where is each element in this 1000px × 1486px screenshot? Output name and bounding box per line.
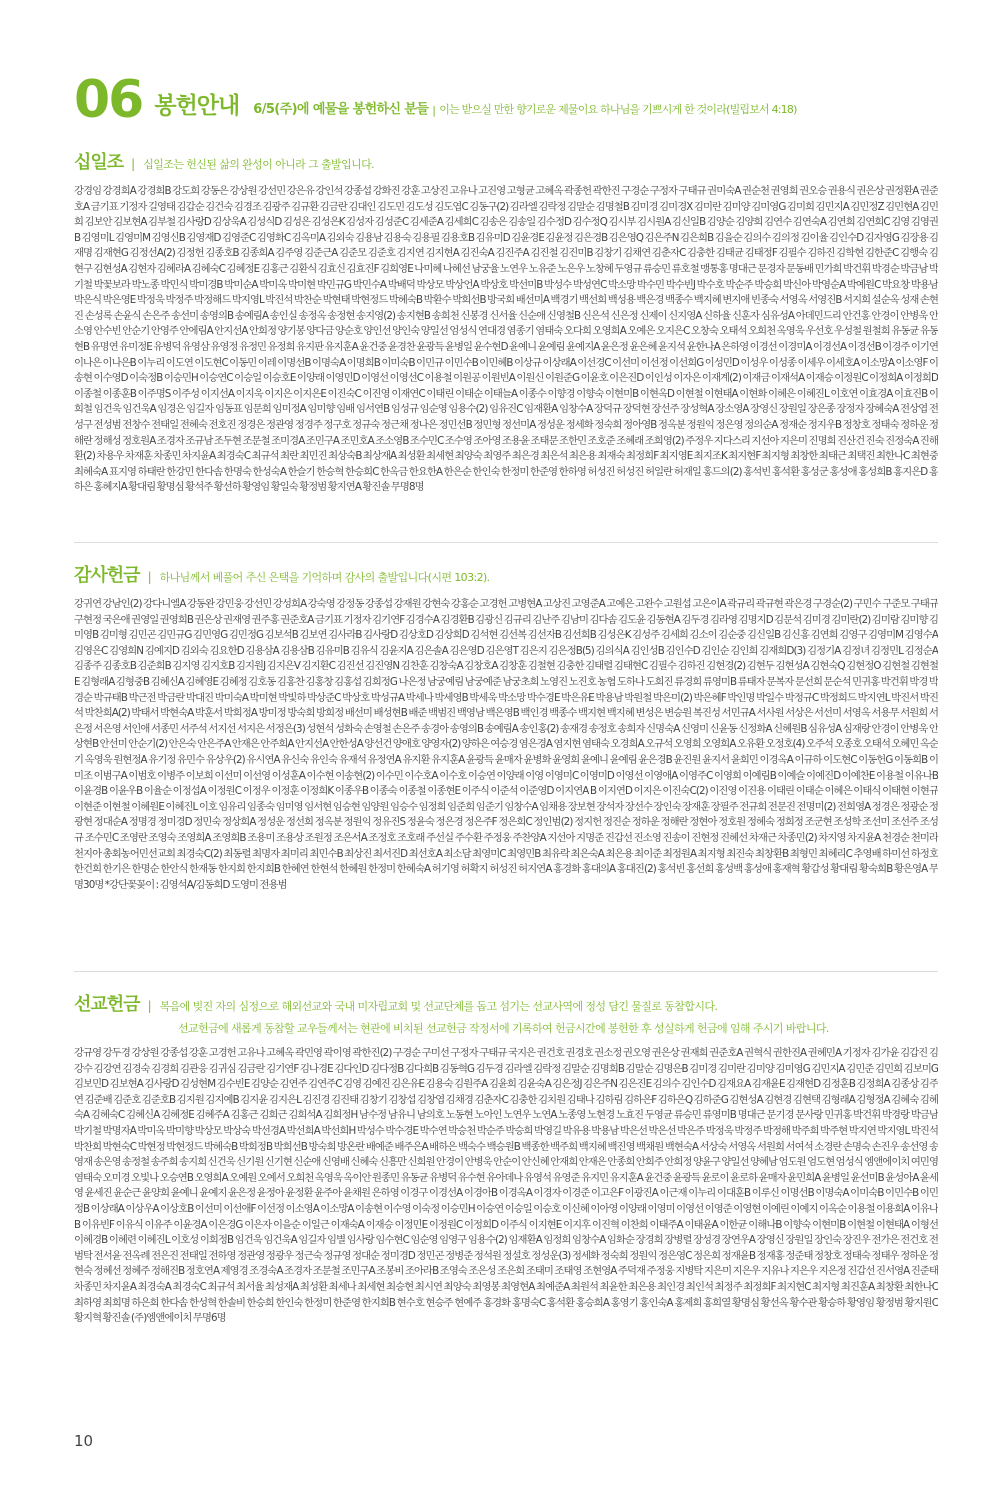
- offering-page: [74, 60, 938, 1376]
- page-number: 10: [74, 1432, 94, 1450]
- page-title: 봉헌안내: [154, 93, 240, 119]
- tithe-title: 십일조: [74, 152, 124, 173]
- mission-separator: |: [147, 999, 152, 1013]
- tithe-separator: |: [131, 157, 136, 171]
- section-number: 06: [74, 70, 143, 130]
- section-divider: [74, 542, 938, 543]
- header-verse: 이는 받으실 만한 향기로운 제물이요 하나님을 기쁘시게 한 것이라(빌립보서 4:18): [439, 103, 797, 116]
- page-subtitle: 6/5(주)에 예물을 봉헌하신 분들: [253, 102, 429, 117]
- header-separator: |: [432, 104, 436, 117]
- thanks-separator: |: [147, 570, 152, 584]
- thanks-description: 하나님께서 베풀어 주신 은택을 기억하며 감사의 출발입니다(시편 103:2).: [159, 571, 490, 584]
- mission-description: 복음에 빚진 자의 심정으로 해외선교와 국내 미자립교회 및 선교단체를 돕고 섬기는 선교사역에 정성 담긴 물질로 동참합시다.: [159, 1000, 718, 1013]
- tithe-section-header: [74, 148, 938, 174]
- mission-title: 선교헌금: [74, 994, 140, 1015]
- thanks-section-header: [74, 561, 938, 587]
- section-divider: [74, 971, 938, 972]
- tithe-description: 십일조는 헌신된 삶의 완성이 아니라 그 출발입니다.: [143, 158, 375, 171]
- mission-description-2: 선교헌금에 새롭게 동참할 교우들께서는 현관에 비치된 선교헌금 작정서에 기록하여 헌금시간에 봉헌한 후 성실하게 헌금에 임해 주시기 바랍니다.: [178, 1022, 829, 1035]
- tithe-names: 강경임 강경희A 강경희B 강도희 강동은 강상원 강선민 강은유 강인석 강종섭 강화진 강훈 고상진 고유나 고진영 고형균 고혜옥 곽종헌 곽한진 구경순 구정자 구태규 권미숙A 권순천 권영희 권오승 권용식 권은상 권정환A 권준호A 금기표 기정자 길영태 김갑순 김건숙 김경조 김광주 김규환 김금란 김대인 김도민 김도성 김도엽C 김동구(2) 김라엘 김락정 김말순 김명철B 김미경 김미경X 김미란 김미양 김미영G 김미희 김민지A 김민정Z 김민현A 김민희 김보안 김보현A 김부철 김사랑D 김상욱A 김성식D 김성은 김성은K 김성자 김성준C 김세준A 김세희C 김송은 김송일 김수정D 김수정Q 김시부 김시원A 김신일B 김양순 김양희 김연수 김연숙A 김연희 김연희C 김영 김영권B 김영미L 김영미M 김영신B 김영재D 김영준C 김영화C 김옥미A 김외숙 김용남 김용숙 김용필 김용호B 김유미D 김윤경E 김윤정 김은경B 김은영Q 김은주N 김은희B 김을순 김의수 김의정 김이율 김인수D 김자영G 김장용 김재명 김재현G 김정선A(2) 김정헌 김종호B 김종희A 김주영 김준근A 김준모 김준호 김지연 김지현A 김진숙A 김진주A 김진철 김진미B 김창기 김채연 김춘자C 김충한 김태균 김태정F 김필수 김하진 김학현 김한준C 김행숙 김현구 김현성A 김현자 김혜라A 김혜숙C 김혜정E 김홍근 김환식 김효신 김효진F 김희영E 나미혜 나혜선 남궁율 노연우 노유준 노은우 노창혜 두영규 류승민 류호철 맹통홍 명대근 문경자 문동배 민가희 박건휘 박경순 박금남 박기철 박꽃보라 박노종 박민식 박미경B 박미순A 박미옥 박미현 박민규G 박민수A 박배덕 박상모 박상언A 박상호 박선미B 박성수 박성연C 박소망 박수민 박수빈J 박수호 박순주 박승희 박신아 박영순A 박예원C 박요창 박용남 박은식 박은영E 박정욱 박정주 박정해드 박지영L 박진석 박찬순 박현태 박현정드 박혜숙B 박환수 박희선B 방국희 배선미A 백경기 백선희 백성용 백은경 백종수 백지혜 변지애 빈종숙 서영옥 서영진B 서지희 설순옥 성재 손현진 손성록 손윤식 손은주 송선미 송영의B 송예림A 송인실 송정옥 송정현 송지영(2) 송지현B 송희천 신봉경 신서율 신순애 신영철B 신은석 신은정 신제이 신지영A 신하율 신훈자 심유성A 아데민드리 안건홍 안경이 안병욱 안소영 안수빈 안순기 안영주 안에림A 안지선A 안희정 양기봉 양다금 양순호 양인선 양인숙 양일선 엄성식 연대경 염종기 염태숙 오다희 오영희A 오예은 오지은C 오창숙 오태석 오희천 옥영욱 우선호 우성철 원철희 유동균 유동현B 유명연 유미정E 유병덕 유영삼 유영정 유정민 유정희 유지판 유지훈A 윤건중 윤경찬 윤광득 윤병일 윤수현D 윤예니 윤예림 윤예지A 윤은정 윤은혜 윤지석 윤한나A 은하영 이경선 이경미A 이경선A 이경선B 이경주 이기연 이나은 이나은B 이누리 이도연 이도현C 이동민 이레 이명선B 이명숙A 이명희B 이미숙B 이민규 이민수B 이민혜B 이상규 이상래A 이선경C 이선미 이선정 이선희G 이성민D 이성우 이성종 이세우 이세호A 이소망A 이소영F 이송현 이수영D 이숙정B 이승민H 이승연C 이승일 이승호E 이양래 이영민D 이영선 이영선C 이용철 이원공 이원빈A 이원신 이원준G 이윤호 이은진D 이인성 이자은 이재계(2) 이재금 이재석A 이재승 이정원C 이정희A 이정희D 이종철 이종훈B 이주명S 이주성 이지선A 이지욱 이지은 이지은E 이진숙C 이진영 이재연C 이태린 이태순 이태늘A 이종수 이향경 이향숙 이현미B 이현옥D 이현철 이현태A 이현화 이혜은 이혜진L 이호연 이효경A 이효진B 이희철 임건욱 임건욱A 임경은 임길자 임동표 임문희 임미정A 임미향 임배 임서연B 임성규 임순영 임용수(2) 임유진C 임재환A 임창수A 장덕규 장덕현 장선주 장성혁A 장소영A 장영신 장원일 장은종 장정자 장혜숙A 전상엽 전성구 전성범 전창수 전태일 전혜숙 전호진 정경은 정관영 정경주 정구호 정규숙 정근채 정나은 정민선B 정민형 정선미A 정성운 정세화 정숙희 정아영B 정옥분 정원익 정은영 정의순A 정재순 정지우B 정창호 정태숙 정하운 정해란 정해성 정호원A 조경자 조규남 조두현 조문철 조미경A 조민구A 조민호A 조소영B 조수민C 조수영 조아영 조용윤 조태문 조한민 조호준 조혜래 조희영(2) 주정우 지다스리 지선아 지은미 진명희 진산건 진숙 진정숙A 진해환(2) 차용우 차재훈 차종민 차지윤A 최경숙C 최규석 최란 최민진 최상숙B 최상재A 최성환 최세현 최양숙 최영주 최은경 최은석 최은용 최재숙 최정희F 최지영E 최지조K 최지현F 최지형 최창한 최태근 최택진 최한나C 최현중 최혜숙A 표지영 하태란 한강민 한다솜 한명숙 한성숙A 한슬기 한승혁 한승희C 한옥금 한요한A 한은순 한인숙 한정미 한준영 한하영 허성진 허성진 허일란 허재일 홍드의(2) 홍석빈 홍석환 홍성군 홍성애 홍성희B 홍지은D 홍하은 홍혜지A 황대림 황명심 황석주 황선하 황영임 황일숙 황정범 황지연A 황진솔 무명8명: [74, 185, 938, 494]
- mission-section-header: [74, 990, 938, 1016]
- thanks-names: 강귀연 강남인(2) 강다니엘A 강동완 강민웅 강선민 강성희A 강숙영 강정동 강종섭 강재원 강현숙 강홍순 고경헌 고병현A 고상진 고영준A 고예은 고완수 고원섭 고은이A 곽규리 곽규현 곽은경 구경순(2) 구민수 구준모 구태규 구현정 국은애 권영일 권영희B 권은상 권재영 권주홍 권준호A 금기표 기정자 김기연F 김경수A 김경환B 김광신 김규리 김난주 김남미 김다솜 김도윤 김동현A 김두경 김라영 김명지D 김문석 김미경 김미란(2) 김미람 김미향 김미영B 김미형 김민곤 김민규G 김민영G 김민정G 김보석B 김보연 김사라B 김사랑D 김상호D 김상희D 김석현 김선복 김선자B 김선희B 김성은K 김성주 김세희 김소이 김순중 김신일B 김신홍 김연희 김영구 김영미M 김영수A 김영은C 김영희N 김예지D 김외숙 김요한D 김용삼A 김용삼B 김유미B 김유식 김윤지A 김은솔A 김은영D 김은영T 김은지 김은정B(5) 김의식A 김인성B 김인수D 김인순 김인희 김재희D(3) 김정기A 김정녀 김정민L 김정순A 김종주 김종호B 김준희B 김지영 김지호B 김지원J 김지은V 김지환C 김진선 김진영N 김찬훈 김창숙A 김창호A 김창훈 김철현 김충한 김태렬 김태현C 김필수 김하진 김현경(2) 김현두 김현성A 김현숙Q 김현정O 김현철 김현철E 김형래A 김형중B 김혜신A 김혜영E 김혜정 김호동 김홍찬 김홍창 김홍섭 김희정G 나은정 남궁예림 남궁예준 남궁초희 노영진 노진호 농협 도하나 도희진 류경희 류영미B 류태자 문복자 문선희 문순석 민귀홍 박건휘 박경 박경순 박규태B 박근전 박금란 박대진 박미숙A 박미현 박빛하 박상준C 박상호 박성규A 박세나 박세영B 박세욱 박소망 박수경E 박은유E 박용남 박원철 박은미(2) 박은혜F 박인명 박일수 박정규C 박정희드 박지연L 박진서 박진석 박찬희A(2) 박태서 박현숙A 박훈서 박희정A 방미정 방숙희 방희정 배선미 배성현B 배준 백범진 백영남 백은영B 백인경 백종수 백지현 백지혜 변성은 변승원 복진성 서민규A 서사원 서상은 서선미 서영옥 서용무 서원희 서은정 서은영 서인애 서종민 서주석 서지선 서지은 서정은(3) 성현석 성화숙 손영철 손은주 송경아 송영의B 송예림A 송인홍(2) 송재경 송정호 송희자 신명숙A 신영미 신윤동 신정화A 신혜원B 심유성A 심재랑 안경이 안병욱 안상현B 안선미 안순기(2) 안은숙 안은주A 안재은 안주희A 안지선A 안한성A 양선건 양애호 양영자(2) 양하은 여승경 염은경A 염지현 염태숙 오경희A 오규석 오영희 오영희A 오유환 오정호(4) 오주석 오종호 오태석 오혜민 옥순기 옥영욱 원현정A 유기정 유민수 유상우(2) 유시연A 유신숙 유인숙 유재석 유정연A 유지환 유지훈A 윤광득 윤매자 윤병화 윤영희 윤예니 윤예림 윤은경B 윤진원 윤지서 윤희민 이경옥A 이규하 이도현C 이동헌G 이동희B 이미조 이범구A 이범호 이병주 이보희 이선미 이선영 이성훈A 이수현 이송현(2) 이수민 이수호A 이수호 이승연 이양래 이영 이영미C 이영미D 이영선 이영애A 이영주C 이영희 이예림B 이예슬 이예진D 이예찬E 이용철 이유나B 이윤경B 이윤우B 이율순 이정섭A 이정원C 이정우 이정훈 이정희K 이종우B 이종숙 이종철 이종현E 이주식 이준석 이준영D 이지연A B 이지연D 이지은 이진숙C(2) 이진영 이진용 이태린 이태순 이혜은 이태식 이태현 이현규 이현준 이현철 이혜원E 이혜진L 이호 임유리 임종숙 임미영 임서현 임승현 임양원 임승수 임정희 임준희 임준기 임창수A 임채용 장보현 장석자 장선수 장인숙 장재훈 장필주 전규희 전문진 전명미(2) 전희영A 정경은 정광순 정광현 정대순A 정명경 정미경D 정민숙 정상희A 정성운 정선희 정옥분 정원익 정유진S 정윤숙 정은경 정은주F 정은희C 정인범(2) 정지헌 정진순 정하운 정해란 정현아 정호원 정혜숙 정희정 조군현 조성학 조선미 조선주 조성규 조수민C 조영란 조영숙 조영희A 조영희B 조용미 조용상 조원정 조은서A 조정호 조호래 주선실 주수환 주정웅 주찬양A 지선아 지명준 진갑선 진소영 진송이 진현정 진혜선 차재근 차종민(2) 차지영 차지윤A 천경순 천미라 천지아 총회농어민선교회 최경숙C(2) 최동렬 최명자 최미리 최민수B 최상진 최서진D 최선호A 최소담 최영미C 최영민B 최유락 최은숙A 최은용 최이준 최정원A 최지형 최진숙 최창환B 최형민 최혜리C 추영배 하미선 하정호 한건희 한기은 한명순 한안식 한재동 한지희 한지희B 한혜연 한현석 한혜원 한정미 한혜숙A 허기영 허확지 허성진 허지연A 홍경화 홍대의A 홍대진(2) 홍석빈 홍선희 홍성백 홍성애 홍재혁 황갑성 황대림 황숙희B 황은영A 무명30명 *강단꽃꽂이 : 김영석A/김동희D 도영미 전용범: [74, 598, 938, 891]
- page-header: [74, 60, 938, 130]
- mission-names: 강규영 강두경 강상원 강종섭 강훈 고경헌 고유나 고혜옥 곽민영 곽이영 곽한진(2) 구경순 구미선 구정자 구태규 국지은 권건호 권경호 권소정 권오영 권은상 권재희 권준호A 권혁식 권한진A 권혜민A 기정자 김가윤 김갑진 김강수 김강연 김경숙 김경희 김관응 김귀심 김금란 김기연F 김나경E 김다인D 김다정B 김다희B 김동혁G 김두경 김라엘 김락정 김말순 김명희B 김말순 김명은B 김미경 김미란 김미양 김미영G 김민지A 김민준 김민희 김보미G 김보민D 김보현A 김사랑D 김성현M 김수빈E 김양순 김연주 김연주C 김영 김예진 김은유E 김용숙 김원주A 김윤희 김윤숙A 김은정J 김은주N 김은진E 김의수 김인수D 김재요A 김재윤E 김재현D 김정훈B 김정희A 김종상 김주연 김준배 김준호 김준호B 김지원 김지예B 김지윤 김지은L 김진경 김진태 김창기 김창섭 김창엽 김채경 김춘자C 김충한 김치원 김태나 김하림 김하은F 김하은Q 김하준G 김현성A 김현경 김현택 김형래A 김형정A 김혜숙 김혜숙A 김혜숙C 김혜신A 김혜정E 김혜주A 김홍근 김희근 김희석A 김희정H 남수정 남유니 남의호 노동현 노아인 노연우 노연A 노종영 노현경 노효진 두영균 류승민 류영미B 명대근 문기경 문사랑 민귀홍 박건휘 박경랑 박금남 박기철 박명자A 박미옥 박미향 박상모 박상숙 박선경A 박선희A 박선희H 박성수 박수경E 박수연 박승천 박순주 박승희 박영길 박유용 박용남 박은선 박은선 박은주 박정욱 박정주 박정해 박주희 박주현 박지연 박지영L 박진석 박찬희 박현숙C 박현정 박현정드 박혜숙B 박희정B 박희선B 방숙희 방온란 배예준 배주은A 배하은 백숙수 백승원B 백종한 백주희 백지혜 백진영 백채원 백현숙A 서상숙 서영옥 서원희 서여석 소경란 손명숙 손진우 송선영 송영재 송은영 송정철 송주희 송지희 신건욱 신기원 신기현 신순애 신영배 신혜숙 신흥만 신희원 안경이 안병욱 안순이 안신혜 안재희 안재은 안종희 안희주 안희정 양윤구 양일선 양혜남 엄도원 엄도현 엄성식 엠앤에이치 여민영 염태숙 오미경 오빛나 오승연B 오영희A 오예원 오예서 오희천 옥영욱 옥이안 원종민 유동균 유병덕 유수현 유아데나 유영석 유영준 유지민 유지훈A 윤건중 윤광득 윤로이 윤로하 윤매자 윤민희A 윤병일 윤선미B 윤성아A 윤세영 윤세진 윤순근 윤양희 윤예니 윤예지 윤은정 윤정아 윤정환 윤주아 윤채원 은하영 이경구 이경선A 이경아B 이경옥A 이경자 이경준 이고은F 이광진A 이근재 이누리 이대훈B 이루신 이명선B 이명숙A 이미숙B 이민수B 이민정B 이상래A 이상우A 이상호B 이선미 이선애F 이선정 이소영A 이소망A 이송현 이수영 이숙정 이승민H 이승연 이승일 이승호 이신혜 이아영 이양래 이영미 이영선 이영준 이영현 이예린 이예지 이옥순 이용철 이용희A 이유나B 이유빈F 이유식 이유주 이윤경A 이은경G 이은자 이을순 이일근 이재숙A 이재승 이정민E 이정원C 이정희D 이주식 이지현E 이지후 이진혁 이찬희 이태주A 이태윤A 이한균 이해나B 이향숙 이현미B 이현철 이현태A 이형선 이혜경B 이혜련 이혜진L 이호성 이희정B 임건욱 임건욱A 임길자 임별 임사랑 임수현C 임순영 임영구 임용수(2) 임재환A 임정희 임창수A 임화순 장경희 장병렬 장성경 장연우A 장영신 장원일 장인숙 장진우 전가은 전건호 전범탁 전서윤 전옥례 전은진 전태일 전하영 정관영 정광우 정근숙 정규영 정대순 정미경D 정민곤 정병준 정석원 정설호 정성운(3) 정세화 정숙희 정원익 정은영C 정은희 정재윤B 정재홍 정준태 정창호 정태숙 정태우 정하운 정현숙 정혜선 정혜주 정해진B 정호연A 제영경 조경숙A 조경자 조문철 조민구A 조봉비 조아라B 조영숙 조은성 조은희 조태미 조태영 조현영A 주덕재 주정웅 지병탁 지은미 지은우 지유나 지은우 지은정 진갑선 진서영A 진준태 차종민 차지윤A 최경숙A 최경숙C 최규석 최서율 최성재A 최성환 최세나 최세현 최승현 최시연 최양숙 최영봉 최영현A 최예준A 최원석 최윤한 최은용 최인경 최인석 최정주 최정희F 최지현C 최지형 최진훈A 최창환 최한나C 최하영 최희명 하은희 한다솜 한성혁 한솔비 한승희 한인숙 한정미 한준영 한지희B 현수호 현승주 현예주 홍경화 홍명숙C 홍석환 홍승희A 홍영기 홍인숙A 홍제희 홍희열 황명심 황선옥 황수관 황승하 황영임 황정범 황지원C 황지혁 황진솔 (주)엠앤에이치 무명6명: [74, 1047, 938, 1325]
- thanks-title: 감사헌금: [74, 565, 140, 586]
